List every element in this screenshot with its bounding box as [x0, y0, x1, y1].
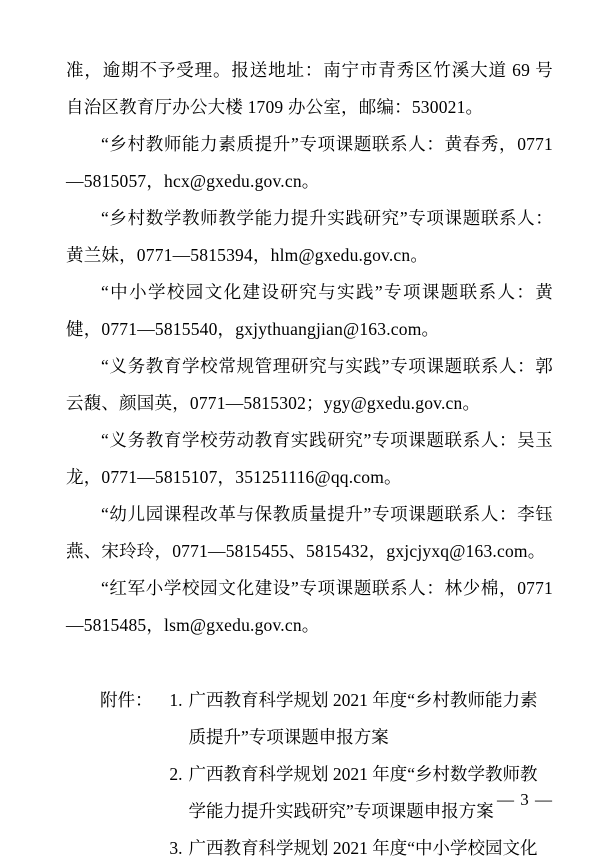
paragraph-submission-address: 准，逾期不予受理。报送地址：南宁市青秀区竹溪大道 69 号自治区教育厅办公大楼 1709 办公室，邮编：530021。	[66, 60, 553, 117]
attachment-number: 2.	[169, 764, 183, 784]
attachment-item	[153, 830, 549, 867]
page-number: — 3 —	[497, 790, 553, 809]
attachment-text: 广西教育科学规划 2021 年度“中小学校园文化	[188, 838, 538, 858]
attachments-list	[153, 682, 549, 867]
attachment-text: 广西教育科学规划 2021 年度“乡村教师能力素质提升”专项课题申报方案	[188, 690, 538, 747]
paragraph-contact-labor-education: “义务教育学校劳动教育实践研究”专项课题联系人：吴玉龙，0771—5815107，351251116@qq.com。	[66, 430, 553, 487]
attachment-number: 1.	[169, 690, 183, 710]
document-body	[66, 52, 553, 644]
paragraph-contact-rural-teacher-capacity: “乡村教师能力素质提升”专项课题联系人：黄春秀，0771—5815057，hcx@gxedu.gov.cn。	[66, 134, 553, 191]
paragraph-contact-routine-management: “义务教育学校常规管理研究与实践”专项课题联系人：郭云馥、颜国英，0771—5815302；ygy@gxedu.gov.cn。	[66, 356, 553, 413]
attachment-item	[153, 682, 549, 756]
attachment-text: 广西教育科学规划 2021 年度“乡村数学教师教学能力提升实践研究”专项课题申报方案	[188, 764, 538, 821]
paragraph-contact-kindergarten-curriculum: “幼儿园课程改革与保教质量提升”专项课题联系人：李钰燕、宋玲玲，0771—5815455、5815432，gxjcjyxq@163.com。	[66, 504, 553, 561]
paragraph-contact-campus-culture: “中小学校园文化建设研究与实践”专项课题联系人：黄健，0771—5815540，gxjythuangjian@163.com。	[66, 282, 553, 339]
paragraph-contact-rural-math-teaching: “乡村数学教师教学能力提升实践研究”专项课题联系人：黄兰妹，0771—5815394，hlm@gxedu.gov.cn。	[66, 208, 553, 265]
attachments-header-row	[66, 682, 553, 867]
paragraph-contact-red-army-school: “红军小学校园文化建设”专项课题联系人：林少棉，0771—5815485，lsm@gxedu.gov.cn。	[66, 578, 553, 635]
attachments-block	[66, 682, 553, 867]
attachments-label: 附件：	[100, 690, 153, 710]
attachment-number: 3.	[169, 838, 183, 858]
